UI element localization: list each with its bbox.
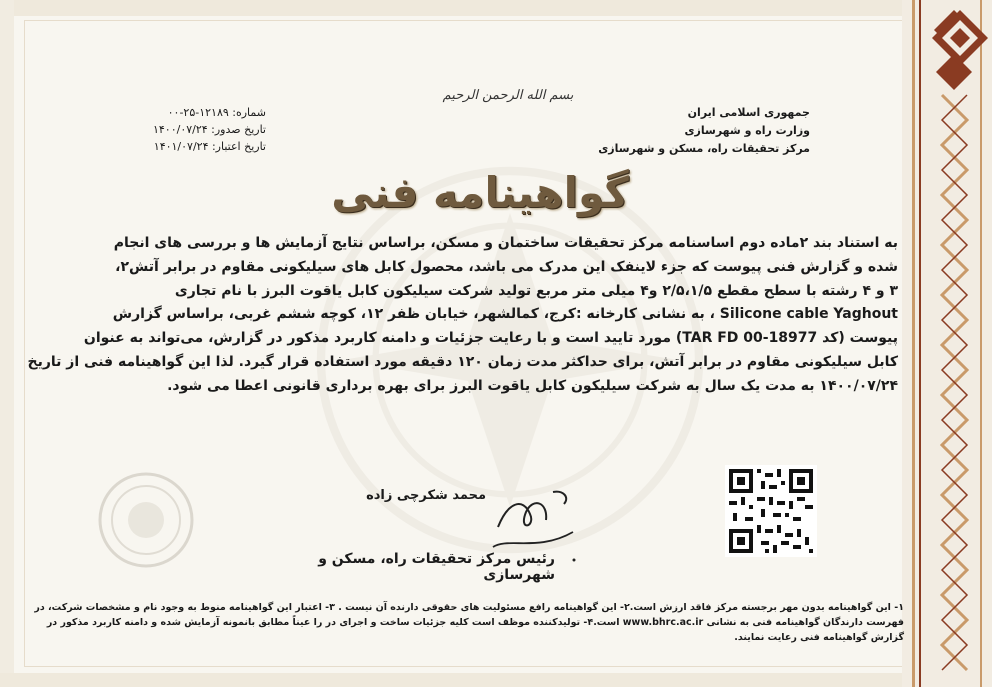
body-line: ۳ و ۴ رشته با سطح مقطع ۲/۵،۱/۵ و۴ میلی متر مربع تولید شرکت سیلیکون کابل یاقوت البرز با نام تجاری <box>174 282 898 299</box>
body-line: به استناد بند ۲ماده دوم اساسنامه مرکز تحقیقات ساختمان و مسکن، براساس نتایج آزمایش ها و بررسی های انجام <box>113 235 898 251</box>
frame-bottom-border <box>0 673 992 687</box>
footer-line: گزارش گواهینامه فنی رعایت نمایند. <box>734 632 904 643</box>
body-line: شده و گزارش فنی پیوست که جزء لاینفک این مدرک می باشد، محصول کابل های سیلیکونی مقاوم در برابر آتش۲، <box>115 258 898 275</box>
reference-block <box>66 104 266 155</box>
issuer-header <box>590 104 810 158</box>
body-line: پیوست (کد TAR FD 00-18977) مورد تایید است و با رعایت جزئیات و دامنه کاربرد مذکور در گزارش، می‌تواند به عنوان <box>83 330 898 347</box>
valid-date: تاریخ اعتبار: ۱۴۰۱/۰۷/۲۴ <box>153 140 266 153</box>
footer-notes <box>34 600 904 645</box>
body-line: Silicone cable Yaghout ، به نشانی کارخانه :کرج، کمالشهر، خیابان ظفر ۱۲، کوچه ششم غربی، براساس گزارش <box>112 306 898 323</box>
decorative-frame-right <box>902 0 992 687</box>
bismillah: بسم الله الرحمن الرحیم <box>442 88 574 103</box>
org-line-ministry: وزارت راه و شهرسازی <box>684 124 810 137</box>
qr-code <box>725 465 817 557</box>
certificate-body <box>27 232 898 399</box>
signature <box>478 472 598 562</box>
embossed-seal <box>96 470 196 570</box>
footer-line: ۱- این گواهینامه بدون مهر برجسته مرکز فاقد ارزش است.۲- این گواهینامه رافع مسئولیت های حقوقی دارنده آن نیست . ۳- اعتبار این گواهینامه منوط به وجود نام و مشخصات شرکت، در <box>34 602 904 613</box>
certificate-number: شماره: ۱۲۱۸۹-۲۵-۰۰ <box>167 106 266 119</box>
signatory-title: رئیس مرکز تحقیقات راه، مسکن و شهرسازی <box>318 551 555 583</box>
frame-left-border <box>0 0 14 687</box>
signatory-name: محمد شکرچی زاده <box>366 488 486 503</box>
body-line: کابل سیلیکونی مقاوم در برابر آتش، برای حداکثر مدت زمان ۱۲۰ دقیقه مورد استفاده قرار گیرد. لذا این گواهینامه فنی از تاریخ <box>27 353 898 370</box>
footer-line: فهرست دارندگان گواهینامه فنی به نشانی www.bhrc.ac.ir است.۴- تولیدکننده موظف است کلیه جزئیات ساخت و اجرای در را عیناً مطابق بانمونه آزمایش شده و دامنه کاربرد مذکور در <box>46 617 904 628</box>
issue-date: تاریخ صدور: ۱۴۰۰/۰۷/۲۴ <box>152 123 266 136</box>
body-line: ۱۴۰۰/۰۷/۲۴ به مدت یک سال به شرکت سیلیکون کابل یاقوت البرز برای بهره برداری قانونی اعطا می شود. <box>167 377 898 394</box>
certificate-title: گواهینامه فنی <box>331 168 629 217</box>
org-line-country: جمهوری اسلامی ایران <box>687 106 810 119</box>
corner-ornament <box>930 8 990 68</box>
frame-top-border <box>0 0 992 16</box>
org-line-center: مرکز تحقیقات راه، مسکن و شهرسازی <box>598 142 810 155</box>
